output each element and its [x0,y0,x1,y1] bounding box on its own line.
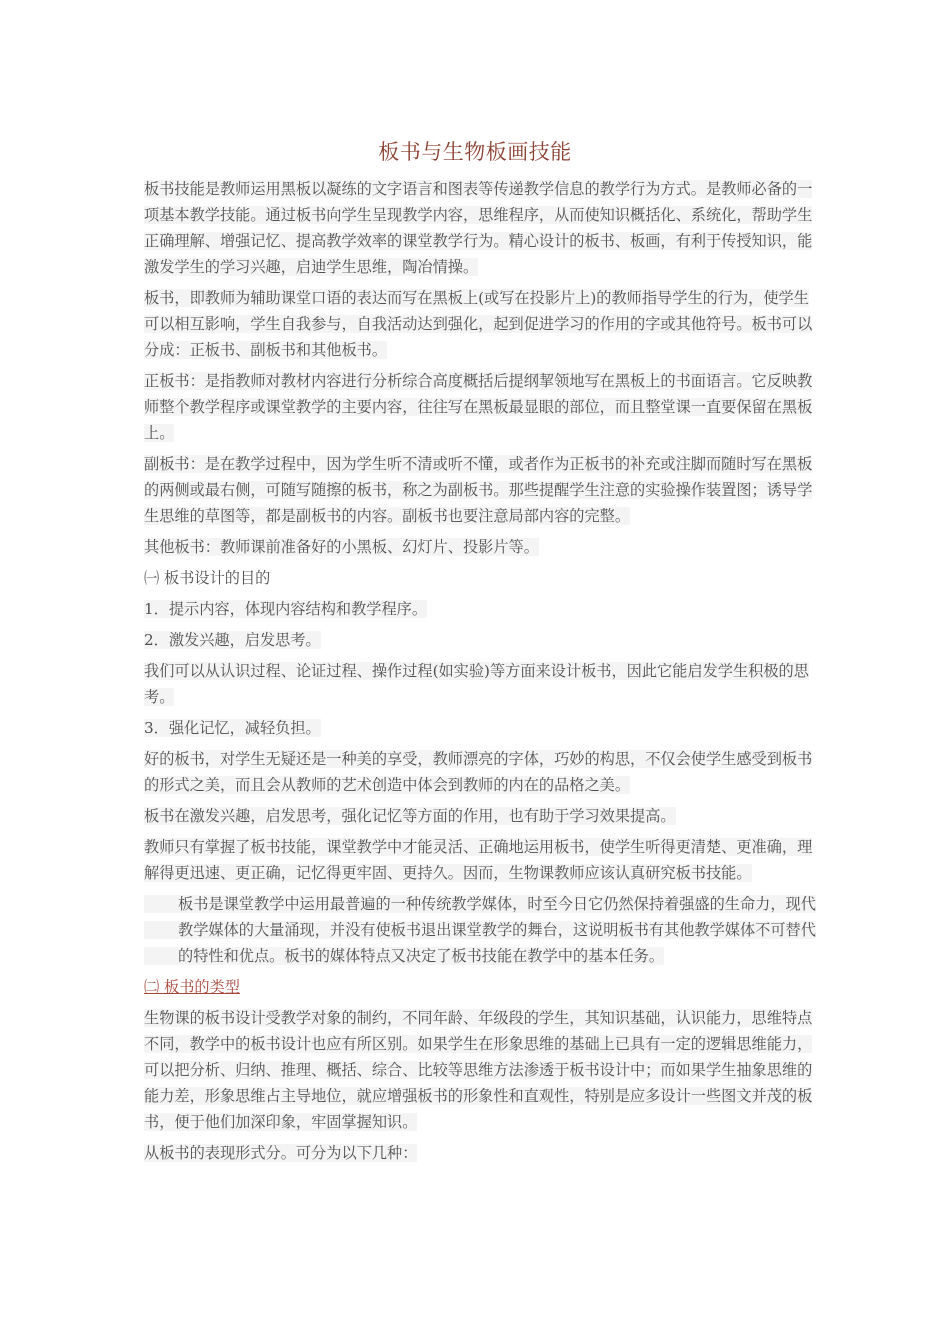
document-body [144,176,816,1171]
section-heading-2-link[interactable]: ㈡ 板书的类型 [144,978,240,996]
list-item-1: 1．提示内容，体现内容结构和教学程序。 [144,600,428,618]
list-item-3: 3．强化记忆，减轻负担。 [144,719,321,737]
paragraph-8: 板书在激发兴趣，启发思考，强化记忆等方面的作用，也有助于学习效果提高。 [144,807,676,825]
paragraph-1: 板书技能是教师运用黑板以凝练的文字语言和图表等传递教学信息的教学行为方式。是教师必备的一项基本教学技能。通过板书向学生呈现教学内容，思维程序，从而使知识概括化、系统化，帮助学生正确理解、增强记忆、提高教学效率的课堂教学行为。精心设计的板书、板画，有利于传授知识，能激发学生的学习兴趣，启迪学生思维，陶冶情操。 [144,180,813,276]
paragraph-7: 好的板书，对学生无疑还是一种美的享受，教师漂亮的字体，巧妙的构思，不仅会使学生感受到板书的形式之美，而且会从教师的艺术创造中体会到教师的内在的品格之美。 [144,750,813,794]
paragraph-9: 教师只有掌握了板书技能，课堂教学中才能灵活、正确地运用板书，使学生听得更清楚、更准确，理解得更迅速、更正确，记忆得更牢固、更持久。因而，生物课教师应该认真研究板书技能。 [144,838,813,882]
paragraph-6: 我们可以从认识过程、论证过程、操作过程(如实验)等方面来设计板书，因此它能启发学生积极的思考。 [144,662,809,706]
paragraph-12: 从板书的表现形式分。可分为以下几种： [144,1144,418,1162]
list-item-2: 2．激发兴趣，启发思考。 [144,631,321,649]
paragraph-4: 副板书：是在教学过程中，因为学生听不清或听不懂，或者作为正板书的补充或注脚而随时写在黑板的两侧或最右侧，可随写随擦的板书，称之为副板书。那些提醒学生注意的实验操作装置图；诱导学生思维的草图等，都是副板书的内容。副板书也要注意局部内容的完整。 [144,455,813,525]
document-title: 板书与生物板画技能 [378,140,572,164]
paragraph-3: 正板书：是指教师对教材内容进行分析综合高度概括后提纲挈领地写在黑板上的书面语言。它反映教师整个教学程序或课堂教学的主要内容，往往写在黑板最显眼的部位，而且整堂课一直要保留在黑板上。 [144,372,813,442]
section-heading-1: ㈠ 板书设计的目的 [144,569,271,587]
paragraph-2: 板书，即教师为辅助课堂口语的表达而写在黑板上(或写在投影片上)的教师指导学生的行为，使学生可以相互影响，学生自我参与，自我活动达到强化，起到促进学习的作用的字或其他符号。板书可以分成：正板书、副板书和其他板书。 [144,289,813,359]
paragraph-11: 生物课的板书设计受教学对象的制约，不同年龄、年级段的学生，其知识基础，认识能力，思维特点不同，教学中的板书设计也应有所区别。如果学生在形象思维的基础上已具有一定的逻辑思维能力，可以把分析、归纳、推理、概括、综合、比较等思维方法渗透于板书设计中；而如果学生抽象思维的能力差，形象思维占主导地位，就应增强板书的形象性和直观性，特别是应多设计一些图文并茂的板书，便于他们加深印象，牢固掌握知识。 [144,1009,813,1131]
paragraph-10: 板书是课堂教学中运用最普遍的一种传统教学媒体，时至今日它仍然保持着强盛的生命力，现代教学媒体的大量涌现，并没有使板书退出课堂教学的舞台，这说明板书有其他教学媒体不可替代的特性和优点。板书的媒体特点又决定了板书技能在教学中的基本任务。 [144,891,816,969]
paragraph-5: 其他板书：教师课前准备好的小黑板、幻灯片、投影片等。 [144,538,539,556]
